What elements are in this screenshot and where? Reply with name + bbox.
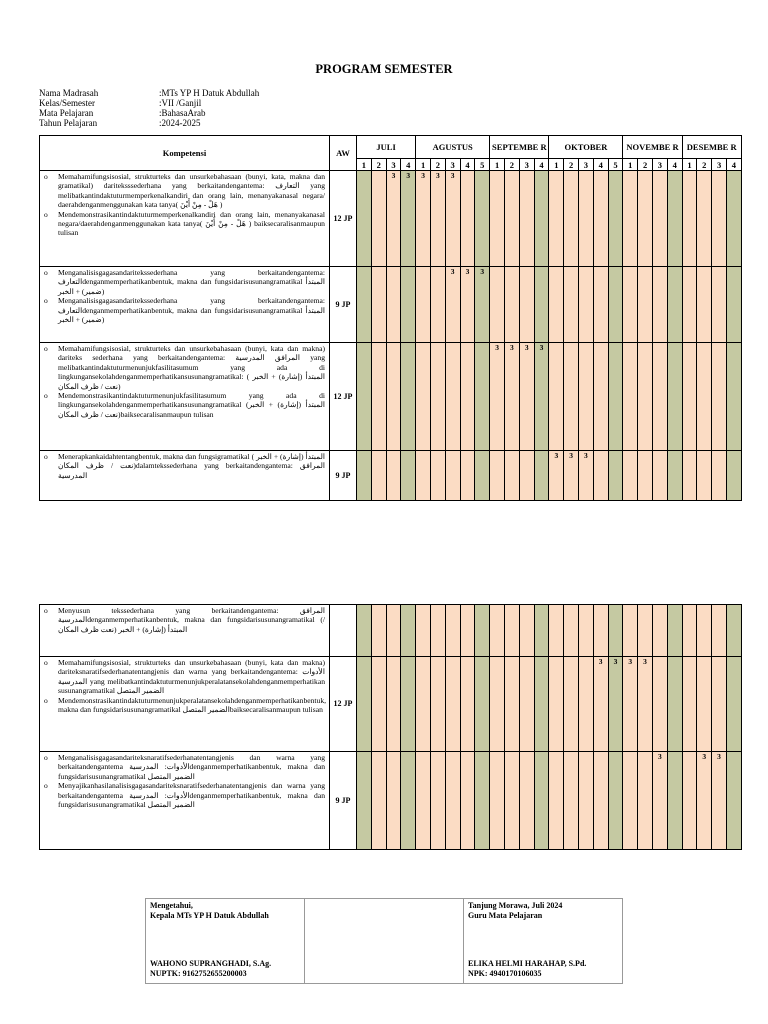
week-cell <box>416 605 431 657</box>
table-row <box>40 657 742 752</box>
week-cell <box>534 451 549 501</box>
week-cell <box>608 171 623 267</box>
kompetensi-cell <box>40 171 330 267</box>
header-week: 4 <box>667 159 682 171</box>
week-cell <box>712 343 727 451</box>
week-cell <box>416 451 431 501</box>
week-cell <box>475 605 490 657</box>
week-cell <box>519 657 534 752</box>
week-cell <box>579 171 594 267</box>
week-cell <box>726 171 741 267</box>
week-cell <box>549 752 564 850</box>
sig-left-line2: Kepala MTs YP H Datuk Abdullah <box>150 911 269 920</box>
week-cell <box>682 605 697 657</box>
week-cell <box>357 752 372 850</box>
week-cell <box>534 605 549 657</box>
table-row <box>40 451 742 501</box>
week-cell <box>401 267 416 343</box>
aw-cell: 12 JP <box>330 343 357 451</box>
week-cell <box>638 451 653 501</box>
week-cell: 3 <box>534 343 549 451</box>
signature-left <box>146 899 305 984</box>
kompetensi-item: o Mendemonstrasikantindaktuturmenunjukperalatansekolahdenganmemperhatikanbentuk, makna dan fungsidarisusunangramatikal الضمير المتصلbaiksecaralisanmaupun tulisan <box>58 696 325 715</box>
header-week: 5 <box>475 159 490 171</box>
week-cell <box>401 343 416 451</box>
week-cell: 3 <box>386 171 401 267</box>
week-cell <box>490 451 505 501</box>
signature-box <box>145 898 623 984</box>
header-week: 1 <box>682 159 697 171</box>
week-cell <box>505 267 520 343</box>
week-cell <box>653 267 668 343</box>
week-cell <box>475 343 490 451</box>
kompetensi-cell <box>40 657 330 752</box>
week-cell <box>726 605 741 657</box>
week-cell <box>357 657 372 752</box>
kompetensi-cell <box>40 752 330 850</box>
table-row <box>40 171 742 267</box>
kompetensi-cell <box>40 267 330 343</box>
week-cell <box>460 752 475 850</box>
aw-cell: 12 JP <box>330 657 357 752</box>
week-cell <box>357 171 372 267</box>
week-cell <box>608 451 623 501</box>
week-cell <box>712 657 727 752</box>
week-cell: 3 <box>623 657 638 752</box>
week-cell: 3 <box>445 267 460 343</box>
week-cell <box>697 267 712 343</box>
week-cell <box>430 267 445 343</box>
week-cell: 3 <box>564 451 579 501</box>
week-cell <box>534 171 549 267</box>
week-cell <box>445 343 460 451</box>
header-week: 2 <box>505 159 520 171</box>
week-cell <box>697 657 712 752</box>
header-week: 4 <box>460 159 475 171</box>
kompetensi-item: o Mendemonstrasikantindaktuturmenunjukfasilitasumum yang ada di lingkungansekolahdenganmemperhatikansusunangramatikal (المبتدأ (إشارة) + الخبر (نعت / ظرف المكانbaiksecaralisanmaupun tulisan <box>58 391 325 419</box>
info-label: Mata Pelajaran <box>39 108 94 118</box>
sig-left-name: WAHONO SUPRANGHADI, S.Ag. <box>150 959 272 968</box>
week-cell <box>445 752 460 850</box>
week-cell <box>505 451 520 501</box>
sig-left-id: NUPTK: 9162752655200003 <box>150 969 247 978</box>
aw-cell: 9 JP <box>330 752 357 850</box>
week-cell <box>371 171 386 267</box>
week-cell <box>593 343 608 451</box>
header-week: 4 <box>593 159 608 171</box>
week-cell <box>564 605 579 657</box>
week-cell <box>401 752 416 850</box>
week-cell <box>667 451 682 501</box>
header-week: 1 <box>623 159 638 171</box>
week-cell: 3 <box>712 752 727 850</box>
kompetensi-item: o Menyajikanhasilanalisisgagasandariteksnaratifsederhanatentangjenis dan warna yang berkaitandengantema الأدوات: المدرسيةdenganmemperhatikanbentuk, makna dan fungsidarisusunangramatikal الضمير المتصل <box>58 781 325 809</box>
header-week: 3 <box>712 159 727 171</box>
week-cell <box>667 752 682 850</box>
week-cell <box>386 657 401 752</box>
week-cell <box>623 267 638 343</box>
week-cell <box>726 451 741 501</box>
week-cell <box>578 657 593 752</box>
info-value: :BahasaArab <box>159 108 206 118</box>
week-cell <box>401 451 416 501</box>
week-cell <box>357 343 372 451</box>
week-cell <box>653 343 668 451</box>
header-week: 5 <box>608 159 623 171</box>
week-cell <box>386 605 401 657</box>
week-cell <box>623 343 638 451</box>
week-cell <box>726 752 741 850</box>
aw-cell <box>330 605 357 657</box>
week-cell <box>564 171 579 267</box>
week-cell <box>401 605 416 657</box>
header-month: AGUSTUS <box>416 136 490 159</box>
week-cell <box>682 657 697 752</box>
kompetensi-item: o Memahamifungsisosial, strukturteks dan unsurkebahasaan (bunyi, kata dan makna) dariteksnaratifsederhanatentangjenis dan warna yang berkaitandengantema: الأدوات المدرسية yang melibatkantindaktuturmenunjukperalatansekolahdenganmemperhatikan susunangramatikal الضمير المتصل <box>58 658 325 696</box>
kompetensi-item: o Memahamifungsisosial, strukturteks dan unsurkebahasaan (bunyi, kata, makna dan gramatikal) dariteksssederhana yang berkaitandengantema: التعارف yang melibatkantindaktuturmemperkenalkandiri dan orang lain, menanyakanasal negara/ daerahdenganmenggunakan kata tanya( هَلْ - مِنْ أَيْنَ ) <box>58 172 325 210</box>
week-cell <box>564 343 579 451</box>
header-week: 1 <box>490 159 505 171</box>
header-week: 4 <box>401 159 416 171</box>
table-row <box>40 752 742 850</box>
week-cell <box>682 171 697 267</box>
week-cell <box>371 605 386 657</box>
week-cell <box>712 171 727 267</box>
header-month: DESEMBE R <box>682 136 741 159</box>
week-cell: 3 <box>549 451 564 501</box>
header-month: OKTOBER <box>549 136 623 159</box>
week-cell <box>712 267 727 343</box>
week-cell <box>371 451 386 501</box>
week-cell <box>430 343 445 451</box>
week-cell <box>667 657 682 752</box>
week-cell: 3 <box>416 171 431 267</box>
header-week: 4 <box>534 159 549 171</box>
header-week: 1 <box>549 159 564 171</box>
week-cell: 3 <box>445 171 460 267</box>
week-cell: 3 <box>401 171 416 267</box>
header-week: 2 <box>371 159 386 171</box>
week-cell <box>416 343 431 451</box>
week-cell <box>697 171 712 267</box>
week-cell <box>460 657 475 752</box>
week-cell <box>534 657 549 752</box>
week-cell <box>386 267 401 343</box>
week-cell <box>712 451 727 501</box>
header-week: 2 <box>564 159 579 171</box>
week-cell <box>519 171 534 267</box>
program-table-bottom <box>39 604 742 850</box>
week-cell <box>623 605 638 657</box>
week-cell <box>578 605 593 657</box>
week-cell: 3 <box>579 451 594 501</box>
header-week: 1 <box>357 159 372 171</box>
week-cell: 3 <box>519 343 534 451</box>
sig-right-id: NPK: 4940170106035 <box>468 969 542 978</box>
header-month: SEPTEMBE R <box>490 136 549 159</box>
week-cell <box>579 343 594 451</box>
header-week: 3 <box>519 159 534 171</box>
week-cell <box>682 267 697 343</box>
header-week: 3 <box>653 159 668 171</box>
signature-right <box>464 899 623 984</box>
week-cell <box>475 171 490 267</box>
header-week: 2 <box>697 159 712 171</box>
info-label: Nama Madrasah <box>39 88 99 98</box>
info-row <box>39 88 259 98</box>
week-cell <box>726 657 741 752</box>
week-cell <box>534 752 549 850</box>
week-cell <box>445 451 460 501</box>
signature-middle <box>305 899 464 984</box>
program-table-top <box>39 135 742 501</box>
week-cell <box>608 605 623 657</box>
week-cell <box>430 451 445 501</box>
week-cell <box>490 171 505 267</box>
header-week: 3 <box>579 159 594 171</box>
info-value: :2024-2025 <box>159 118 201 128</box>
week-cell <box>460 171 475 267</box>
header-month: NOVEMBE R <box>623 136 682 159</box>
week-cell <box>475 451 490 501</box>
week-cell <box>549 171 564 267</box>
sig-right-name: ELIKA HELMI HARAHAP, S.Pd. <box>468 959 587 968</box>
week-cell <box>653 451 668 501</box>
header-week: 3 <box>386 159 401 171</box>
week-cell <box>623 752 638 850</box>
week-cell <box>416 267 431 343</box>
kompetensi-cell <box>40 343 330 451</box>
week-cell <box>682 752 697 850</box>
week-cell <box>371 657 386 752</box>
week-cell <box>564 752 579 850</box>
week-cell <box>490 657 505 752</box>
week-cell <box>519 605 534 657</box>
week-cell <box>593 605 608 657</box>
week-cell <box>519 267 534 343</box>
week-cell <box>682 451 697 501</box>
week-cell <box>357 451 372 501</box>
table-row <box>40 343 742 451</box>
week-cell <box>697 605 712 657</box>
table-row <box>40 605 742 657</box>
week-cell <box>519 752 534 850</box>
kompetensi-item: o Menganalisisgagasandaritekssederhana yang berkaitandengantema: التعارفdenganmemperhatikanbentuk, makna dan fungsidarisusunangramatikal المبتدأ (ضمير) + الخبر <box>58 268 325 296</box>
info-row <box>39 118 259 128</box>
info-row <box>39 98 259 108</box>
info-label: Kelas/Semester <box>39 98 95 108</box>
week-cell <box>416 752 431 850</box>
week-cell: 3 <box>505 343 520 451</box>
week-cell <box>697 343 712 451</box>
week-cell <box>638 752 653 850</box>
week-cell <box>504 605 519 657</box>
header-month: JULI <box>357 136 416 159</box>
week-cell <box>667 605 682 657</box>
header-week: 4 <box>726 159 741 171</box>
week-cell <box>697 451 712 501</box>
week-cell: 3 <box>490 343 505 451</box>
kompetensi-item: o Menganalisisgagasandariteksnaratifsederhanatentangjenis dan warna yang berkaitandengantema الأدوات: المدرسيةdenganmemperhatikanbentuk, makna dan fungsidarisusunangramatikal الضمير المتصل <box>58 753 325 781</box>
sig-right-line1: Tanjung Morawa, Juli 2024 <box>468 901 563 910</box>
header-week: 3 <box>445 159 460 171</box>
week-cell <box>549 343 564 451</box>
week-cell <box>549 657 564 752</box>
week-cell <box>667 343 682 451</box>
kompetensi-item: o Menerapkankaidahtentangbentuk, makna dan fungsigramatikal ( المبتدأ (إشارة) + الخبر (نعت / ظرف المكانdalamtekssederhana yang berkaitandengantema: المرافق المدرسية <box>58 452 325 480</box>
week-cell <box>638 171 653 267</box>
week-cell <box>460 451 475 501</box>
week-cell <box>712 605 727 657</box>
week-cell <box>475 657 490 752</box>
week-cell: 3 <box>652 752 667 850</box>
week-cell <box>638 605 653 657</box>
header-kompetensi: Kompetensi <box>40 136 330 171</box>
kompetensi-cell <box>40 605 330 657</box>
kompetensi-item: o Menyusun tekssederhana yang berkaitandengantema: المرافق المدرسيةdenganmemperhatikanbentuk, makna dan fungsidarisusunangramatikal (/ المبتدأ (إشارة) + الخبر (نعت ظرف المكان <box>58 606 325 634</box>
week-cell <box>623 451 638 501</box>
info-block <box>39 88 259 128</box>
week-cell <box>386 343 401 451</box>
table-row <box>40 267 742 343</box>
header-week: 1 <box>416 159 431 171</box>
week-cell: 3 <box>608 657 623 752</box>
info-value: :MTs YP H Datuk Abdullah <box>159 88 260 98</box>
week-cell <box>564 657 579 752</box>
week-cell <box>371 267 386 343</box>
week-cell <box>475 752 490 850</box>
aw-cell: 12 JP <box>330 171 357 267</box>
page-title: PROGRAM SEMESTER <box>315 62 453 76</box>
week-cell <box>667 267 682 343</box>
sig-right-line2: Guru Mata Pelajaran <box>468 911 543 920</box>
week-cell <box>564 267 579 343</box>
week-cell: 3 <box>430 171 445 267</box>
aw-cell: 9 JP <box>330 451 357 501</box>
week-cell <box>623 171 638 267</box>
week-cell: 3 <box>638 657 653 752</box>
week-cell <box>578 752 593 850</box>
week-cell <box>460 343 475 451</box>
week-cell <box>652 657 667 752</box>
week-cell: 3 <box>475 267 490 343</box>
week-cell <box>593 171 608 267</box>
week-cell <box>371 343 386 451</box>
week-cell <box>667 171 682 267</box>
info-label: Tahun Pelajaran <box>39 118 98 128</box>
week-cell <box>549 605 564 657</box>
week-cell <box>638 267 653 343</box>
header-week: 2 <box>430 159 445 171</box>
week-cell <box>490 267 505 343</box>
week-cell: 3 <box>460 267 475 343</box>
week-cell <box>430 657 445 752</box>
week-cell <box>357 605 372 657</box>
week-cell <box>726 343 741 451</box>
week-cell <box>430 605 445 657</box>
week-cell <box>608 343 623 451</box>
week-cell <box>608 752 623 850</box>
week-cell <box>504 752 519 850</box>
week-cell <box>504 657 519 752</box>
week-cell <box>519 451 534 501</box>
week-cell <box>445 605 460 657</box>
week-cell <box>593 267 608 343</box>
info-value: :VII /Ganjil <box>159 98 202 108</box>
week-cell <box>460 605 475 657</box>
kompetensi-item: o Menganalisisgagasandaritekssederhana yang berkaitandengantema: التعارفdenganmemperhatikanbentuk, makna dan fungsidarisusunangramatikal المبتدأ (ضمير) + الخبر <box>58 296 325 324</box>
header-aw: AW <box>330 136 357 171</box>
week-cell <box>386 752 401 850</box>
week-cell <box>416 657 431 752</box>
sig-left-line1: Mengetahui, <box>150 901 193 910</box>
week-cell <box>593 752 608 850</box>
week-cell: 3 <box>593 657 608 752</box>
aw-cell: 9 JP <box>330 267 357 343</box>
week-cell <box>371 752 386 850</box>
week-cell <box>653 171 668 267</box>
week-cell <box>386 451 401 501</box>
week-cell <box>579 267 594 343</box>
week-cell <box>357 267 372 343</box>
week-cell <box>682 343 697 451</box>
week-cell <box>593 451 608 501</box>
kompetensi-item: o Mendemonstrasikantindaktuturmemperkenalkandiri dan orang lain, menanyakanasal negara/daerahdenganmenggunakan kata tanya( هَلْ - مِنْ أَيْنَ ) baiksecaralisanmaupun tulisan <box>58 210 325 238</box>
week-cell <box>401 657 416 752</box>
week-cell <box>505 171 520 267</box>
week-cell <box>726 267 741 343</box>
kompetensi-cell <box>40 451 330 501</box>
week-cell <box>445 657 460 752</box>
week-cell <box>534 267 549 343</box>
week-cell <box>608 267 623 343</box>
week-cell: 3 <box>697 752 712 850</box>
info-row <box>39 108 259 118</box>
week-cell <box>430 752 445 850</box>
kompetensi-item: o Memahamifungsisosial, strukturteks dan unsurkebahasaan (bunyi, kata dan makna) dariteks sederhana yang berkaitandengantema: المرافق المدرسية yang melibatkantindaktuturmenunjukfasilitasumum yang ada di lingkungansekolahdenganmemperhatikansusunangramatikal: ( المبتدأ (إشارة) + الخبر (نعت / ظرف المكان <box>58 344 325 391</box>
week-cell <box>638 343 653 451</box>
week-cell <box>652 605 667 657</box>
week-cell <box>490 752 505 850</box>
week-cell <box>490 605 505 657</box>
week-cell <box>549 267 564 343</box>
header-week: 2 <box>638 159 653 171</box>
